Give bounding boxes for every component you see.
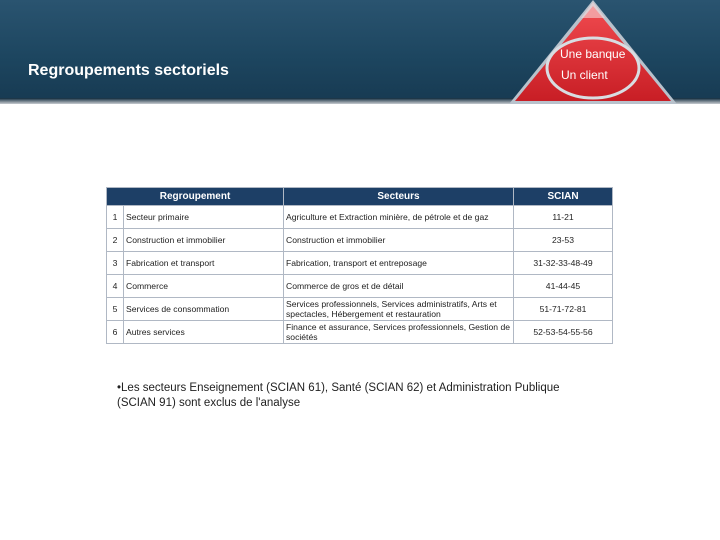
row-group: Fabrication et transport <box>124 252 284 275</box>
table-row <box>107 298 613 321</box>
table-row <box>107 252 613 275</box>
exclusion-note: •Les secteurs Enseignement (SCIAN 61), Santé (SCIAN 62) et Administration Publique (SCIAN 91) sont exclus de l'analyse <box>117 382 560 409</box>
table-row <box>107 229 613 252</box>
row-sectors: Finance et assurance, Services professionnels, Gestion de sociétés <box>284 321 514 344</box>
table-row <box>107 275 613 298</box>
column-header-regroupement: Regroupement <box>107 188 284 206</box>
row-number: 5 <box>107 298 124 321</box>
row-number: 6 <box>107 321 124 344</box>
row-number: 4 <box>107 275 124 298</box>
page-title: Regroupements sectoriels <box>28 62 229 79</box>
row-sectors: Services professionnels, Services administratifs, Arts et spectacles, Hébergement et restauration <box>284 298 514 321</box>
row-sectors: Construction et immobilier <box>284 229 514 252</box>
row-group: Commerce <box>124 275 284 298</box>
column-header-scian: SCIAN <box>514 188 613 206</box>
row-group: Construction et immobilier <box>124 229 284 252</box>
row-scian: 52-53-54-55-56 <box>514 321 613 344</box>
row-number: 3 <box>107 252 124 275</box>
table-header-row <box>107 188 613 206</box>
logo-line-2: Un client <box>561 68 608 82</box>
row-number: 1 <box>107 206 124 229</box>
row-scian: 51-71-72-81 <box>514 298 613 321</box>
row-group: Secteur primaire <box>124 206 284 229</box>
row-scian: 23-53 <box>514 229 613 252</box>
sector-table <box>106 187 613 344</box>
row-group: Autres services <box>124 321 284 344</box>
row-scian: 41-44-45 <box>514 275 613 298</box>
table-row <box>107 206 613 229</box>
row-number: 2 <box>107 229 124 252</box>
table-row <box>107 321 613 344</box>
row-sectors: Agriculture et Extraction minière, de pétrole et de gaz <box>284 206 514 229</box>
row-group: Services de consommation <box>124 298 284 321</box>
row-scian: 11-21 <box>514 206 613 229</box>
row-sectors: Commerce de gros et de détail <box>284 275 514 298</box>
row-sectors: Fabrication, transport et entreposage <box>284 252 514 275</box>
column-header-secteurs: Secteurs <box>284 188 514 206</box>
logo-line-1: Une banque <box>560 47 626 61</box>
row-scian: 31-32-33-48-49 <box>514 252 613 275</box>
